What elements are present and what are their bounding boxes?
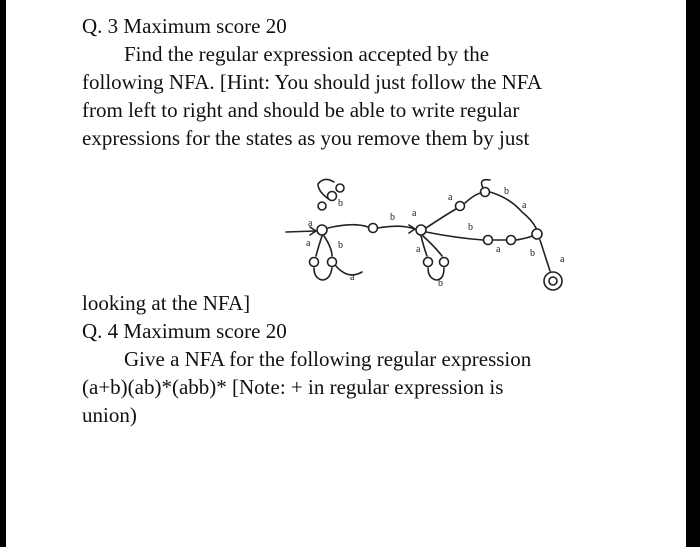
q3-text-line-2: following NFA. [Hint: You should just follow the NFA xyxy=(82,70,543,94)
nfa-transition-strokes xyxy=(286,179,550,280)
nfa-label: b xyxy=(390,212,395,223)
q3-text-line-1: Find the regular expression accepted by the xyxy=(124,42,490,66)
nfa-state-7 xyxy=(532,229,542,239)
q3-text-line-4: expressions for the states as you remove them by just xyxy=(82,126,530,150)
nfa-label: b xyxy=(530,248,535,259)
nfa-label: b xyxy=(438,278,443,289)
nfa-state-1 xyxy=(317,225,327,235)
nfa-label: a xyxy=(522,200,527,211)
right-dark-border xyxy=(686,0,700,547)
nfa-label: a xyxy=(560,254,565,265)
nfa-label: a xyxy=(416,244,421,255)
nfa-state-bottom-mid xyxy=(424,258,449,267)
nfa-diagram xyxy=(278,176,576,300)
nfa-final-state xyxy=(544,272,562,290)
nfa-label: a xyxy=(350,272,355,283)
nfa-label: b xyxy=(338,240,343,251)
q3-text-line-3: from left to right and should be able to write regular xyxy=(82,98,520,122)
q3-closing-line: looking at the NFA] xyxy=(82,291,251,315)
nfa-state-bottom-left xyxy=(310,258,337,267)
nfa-label: a xyxy=(306,238,311,249)
nfa-label: b xyxy=(468,222,473,233)
q4-text-line-3: union) xyxy=(82,403,137,427)
nfa-label: a xyxy=(308,218,313,229)
q4-heading: Q. 4 Maximum score 20 xyxy=(82,319,287,343)
q4-text-line-2: (a+b)(ab)*(abb)* [Note: + in regular expression is xyxy=(82,375,504,399)
nfa-label: b xyxy=(338,198,343,209)
q4-text-line-1: Give a NFA for the following regular expression xyxy=(124,347,532,371)
nfa-label: a xyxy=(412,208,417,219)
nfa-label: a xyxy=(448,192,453,203)
left-dark-border xyxy=(0,0,6,547)
nfa-label: a xyxy=(496,244,501,255)
nfa-label: b xyxy=(504,186,509,197)
nfa-state-3 xyxy=(369,224,378,233)
nfa-state-4 xyxy=(416,225,426,235)
nfa-state-5 xyxy=(456,188,490,211)
q3-heading: Q. 3 Maximum score 20 xyxy=(82,14,287,38)
